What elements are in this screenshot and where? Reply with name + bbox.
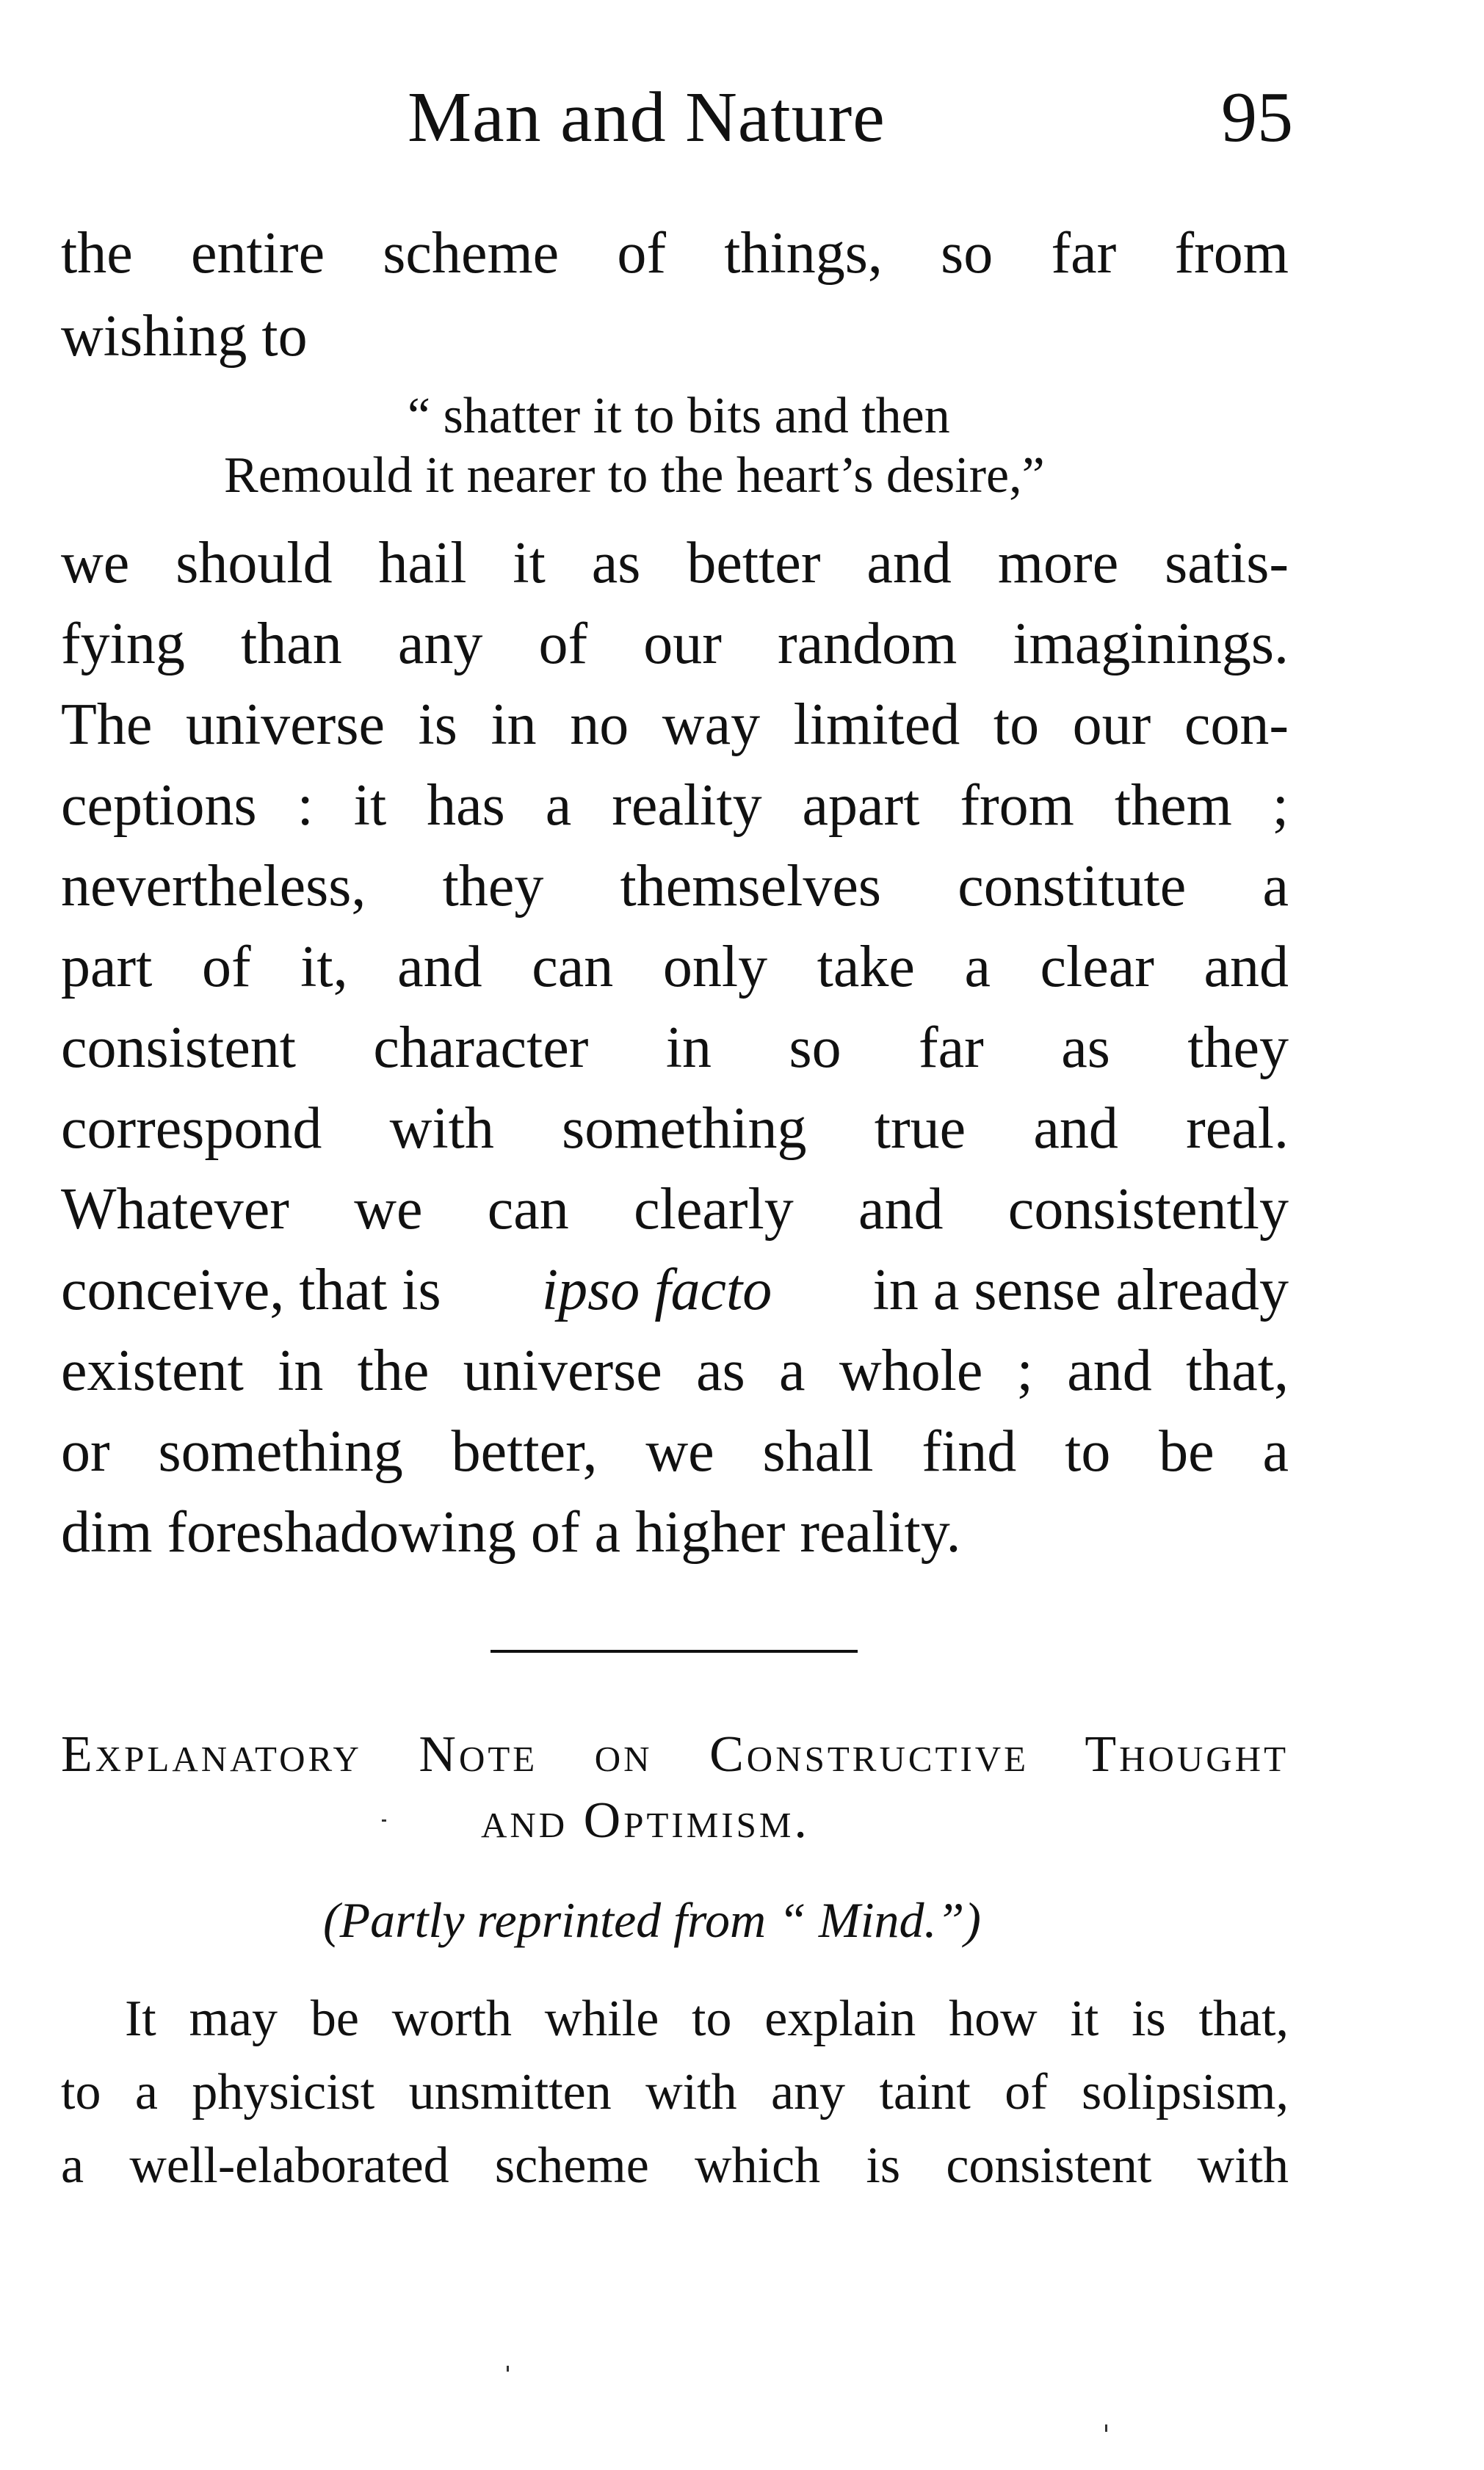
- text-line: Whatever we can clearly and consistently: [61, 1177, 1289, 1242]
- page-number: 95: [1221, 78, 1293, 157]
- text-segment: in a sense already: [872, 1258, 1289, 1322]
- text-line: [61, 1250, 1289, 1330]
- text-line: or something better, we shall find to be a: [61, 1419, 1289, 1484]
- text-line: we should hail it as better and more satis-: [61, 531, 1289, 595]
- note-text-line: a well-elaborated scheme which is consistent with: [61, 2137, 1289, 2194]
- quote-line: Remould it nearer to the heart’s desire,”: [224, 447, 1045, 504]
- print-speck: [382, 1819, 386, 1822]
- note-heading: and Optimism.: [481, 1792, 810, 1849]
- text-line: dim foreshadowing of a higher reality.: [61, 1500, 961, 1565]
- text-line: nevertheless, they themselves constitute a: [61, 854, 1289, 919]
- text-line: ceptions : it has a reality apart from them ;: [61, 773, 1289, 838]
- section-divider: [491, 1650, 858, 1653]
- running-title: Man and Nature: [408, 78, 886, 157]
- note-source: (Partly reprinted from “ Mind.”): [323, 1892, 981, 1948]
- text-line: the entire scheme of things, so far from: [61, 221, 1289, 286]
- note-heading: Explanatory Note on Constructive Thought: [61, 1726, 1289, 1783]
- note-text-line: to a physicist unsmitten with any taint of solipsism,: [61, 2064, 1289, 2120]
- text-line: existent in the universe as a whole ; and that,: [61, 1339, 1289, 1403]
- print-speck: [1105, 2424, 1107, 2432]
- latin-phrase: ipso facto: [541, 1258, 772, 1322]
- text-line: wishing to: [61, 304, 308, 369]
- quote-line: “ shatter it to bits and then: [408, 388, 950, 444]
- text-line: part of it, and can only take a clear and: [61, 935, 1289, 999]
- text-line: The universe is in no way limited to our con-: [61, 692, 1289, 757]
- note-text-line: It may be worth while to explain how it is that,: [125, 1991, 1289, 2047]
- text-line: consistent character in so far as they: [61, 1015, 1289, 1080]
- running-head: [0, 70, 1484, 165]
- text-line: correspond with something true and real.: [61, 1096, 1289, 1161]
- print-speck: [507, 2366, 509, 2372]
- text-line: fying than any of our random imaginings.: [61, 612, 1289, 676]
- text-segment: conceive, that is: [61, 1258, 441, 1322]
